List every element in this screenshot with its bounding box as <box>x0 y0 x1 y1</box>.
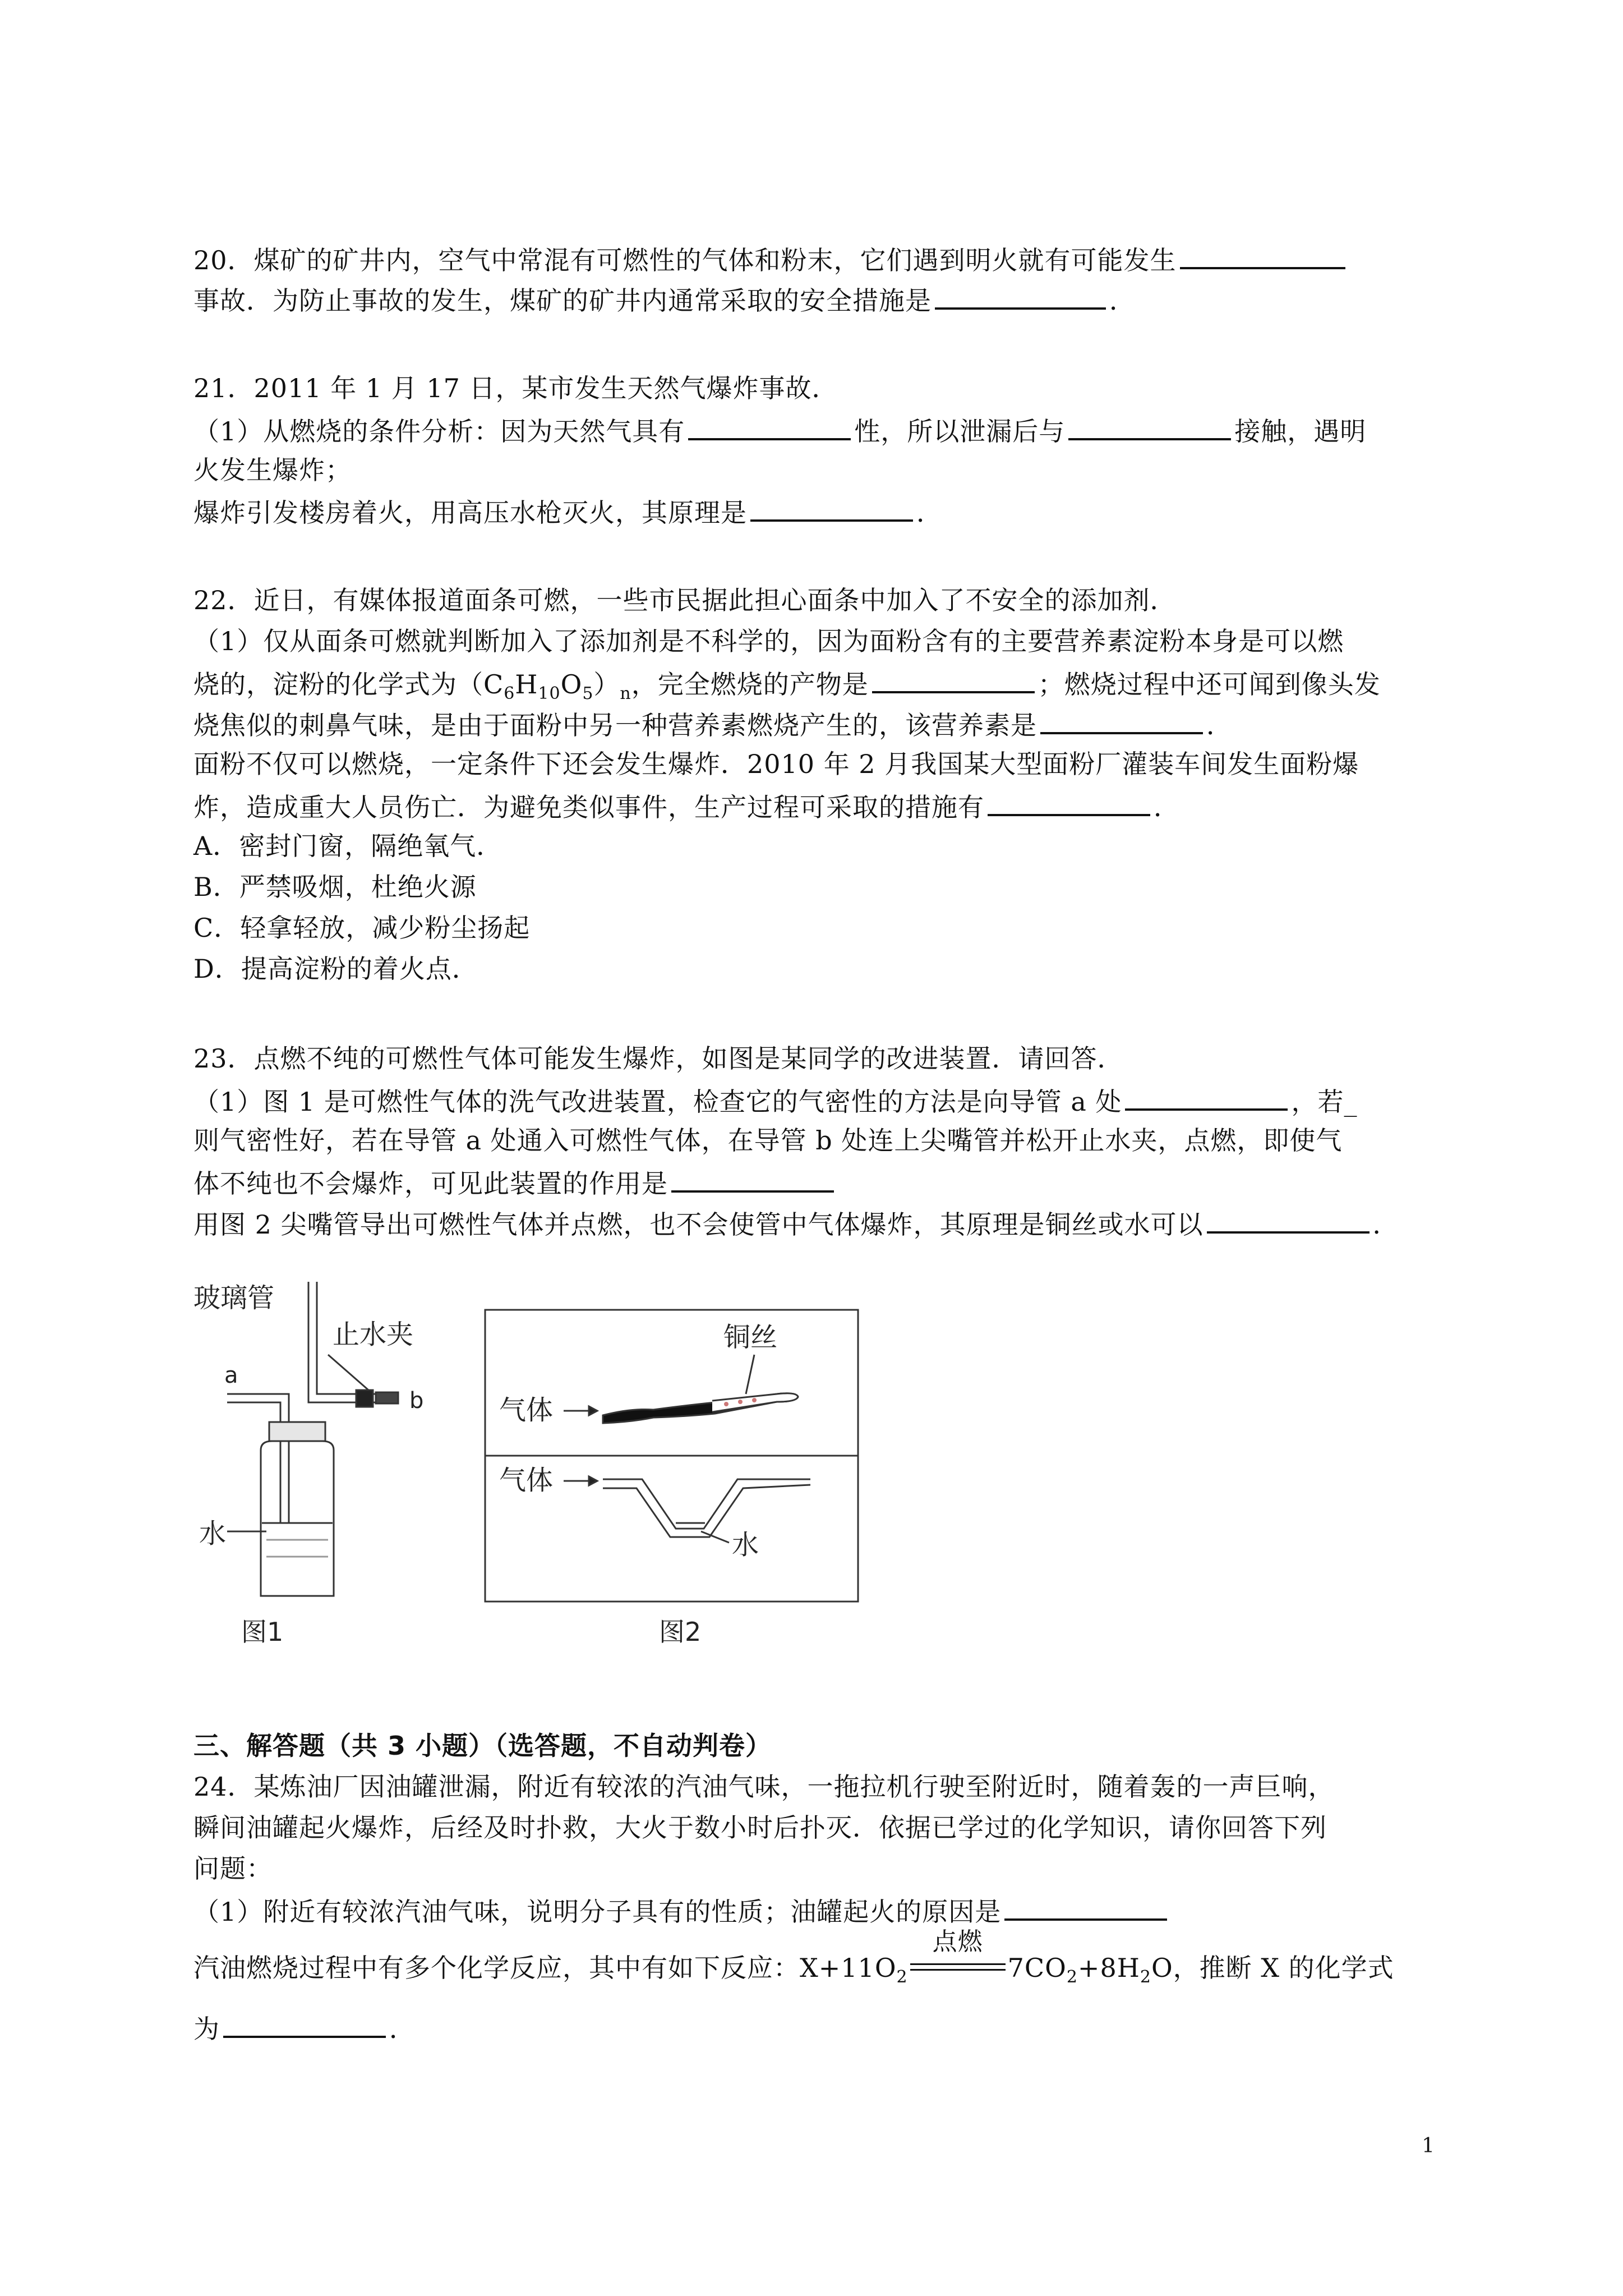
q24-line-2 <box>193 1811 1327 1844</box>
q23-line-4 <box>193 1165 837 1200</box>
q21-text-2b: 性，所以泄漏后与 <box>854 416 1066 447</box>
q22-period-2: ． <box>1154 792 1180 822</box>
q22-text-o: O <box>560 669 583 700</box>
gas-arrowhead-top <box>589 1406 597 1415</box>
q24-text-5b: 7CO <box>1007 1953 1067 1983</box>
q20-text-1: 20．煤矿的矿井内，空气中常混有可燃性的气体和粉末，它们遇到明火就有可能发生 <box>193 245 1177 275</box>
q22-option-d-text: D．提高淀粉的着火点． <box>193 954 478 984</box>
reaction-line-1 <box>910 1963 1006 1965</box>
copper-pointer <box>746 1355 754 1394</box>
q24-text-2: 瞬间油罐起火爆炸，后经及时扑救，大火于数小时后扑灭．依据已学过的化学知识，请你回答下列 <box>193 1812 1327 1843</box>
water-label-2: 水 <box>732 1529 759 1561</box>
gas-arrowhead-bottom <box>589 1476 597 1485</box>
q21-line-3 <box>193 453 352 487</box>
q21-blank-2[interactable] <box>1068 412 1231 440</box>
q24-line-3 <box>193 1852 273 1885</box>
q23-text-2b: ，若_ <box>1291 1087 1358 1117</box>
q22-option-a-text: A．密封门窗，隔绝氧气． <box>193 831 503 861</box>
q22-option-b-text: B．严禁吸烟，杜绝火源 <box>193 872 477 902</box>
figure-2 <box>485 1310 858 1647</box>
gas-label-top: 气体 <box>499 1395 554 1426</box>
gas-label-bottom: 气体 <box>499 1465 554 1496</box>
q22-option-c[interactable] <box>193 911 530 945</box>
q23-line-2 <box>193 1083 1357 1119</box>
q22-stem: 22．近日，有媒体报道面条可燃，一些市民据此担心面条中加入了不安全的添加剂． <box>193 585 1177 615</box>
copper-wire-1 <box>724 1402 728 1406</box>
q22-text-4: 烧焦似的刺鼻气味，是由于面粉中另一种营养素燃烧产生的，该营养素是 <box>193 710 1037 740</box>
q21-text-4: 爆炸引发楼房着火，用高压水枪灭火，其原理是 <box>193 498 747 528</box>
q22-option-a[interactable] <box>193 829 502 863</box>
q24-text-3: 问题： <box>193 1853 273 1884</box>
q22-blank-3[interactable] <box>988 788 1150 816</box>
q22-line-1 <box>193 583 1177 617</box>
reaction-condition <box>910 1927 1006 1977</box>
q24-sub-h2: 2 <box>1140 1967 1151 1987</box>
q21-text-3: 火发生爆炸； <box>193 455 352 485</box>
q22-option-d[interactable] <box>193 952 478 986</box>
q24-text-6: 为 <box>193 2014 220 2044</box>
clamp-pointer <box>328 1355 373 1394</box>
q22-option-b[interactable] <box>193 870 477 904</box>
copper-wire-2 <box>738 1400 743 1404</box>
q21-line-4 <box>193 494 943 530</box>
q22-line-3 <box>193 665 1381 711</box>
q22-text-6: 炸，造成重大人员伤亡．为避免类似事件，生产过程可采取的措施有 <box>193 792 984 822</box>
q24-text-4: （1）附近有较浓汽油气味，说明分子具有的性质；油罐起火的原因是 <box>193 1897 1002 1927</box>
q23-line-3 <box>193 1124 1342 1157</box>
q23-stem: 23．点燃不纯的可燃性气体可能发生爆炸，如图是某同学的改进装置．请回答． <box>193 1043 1124 1074</box>
tube-a-inner <box>227 1402 280 1523</box>
q23-text-2a: （1）图 1 是可燃性气体的洗气改进装置，检查它的气密性的方法是向导管 a 处 <box>193 1087 1122 1117</box>
q22-sub-n: n <box>620 684 631 704</box>
q21-stem: 21．2011 年 1 月 17 日，某市发生天然气爆炸事故． <box>193 373 838 403</box>
q22-sub-10: 10 <box>538 684 561 704</box>
q20-blank-1[interactable] <box>1180 241 1345 269</box>
q24-text-5a: 汽油燃烧过程中有多个化学反应，其中有如下反应：X+11O <box>193 1953 897 1983</box>
clamp-handle <box>376 1392 398 1404</box>
q23-text-5: 用图 2 尖嘴管导出可燃性气体并点燃，也不会使管中气体爆炸，其原理是铜丝或水可以 <box>193 1209 1204 1240</box>
tube-b-label: b <box>409 1388 424 1414</box>
q23-text-4: 体不纯也不会爆炸，可见此装置的作用是 <box>193 1168 668 1199</box>
q20-blank-2[interactable] <box>935 282 1106 310</box>
q23-blank-3[interactable] <box>1207 1205 1370 1234</box>
q20-period: ． <box>1109 286 1136 316</box>
q22-text-5: 面粉不仅可以燃烧，一定条件下还会发生爆炸．2010 年 2 月我国某大型面粉厂灌装车间发生面粉爆 <box>193 749 1359 779</box>
q20-text-2: 事故．为防止事故的发生，煤矿的矿井内通常采取的安全措施是 <box>193 286 932 316</box>
q22-text-h: H <box>515 669 538 700</box>
q23-text-3: 则气密性好，若在导管 a 处通入可燃性气体，在导管 b 处连上尖嘴管并松开止水夹，点燃，即使气 <box>193 1125 1343 1156</box>
q22-line-4 <box>193 706 1233 742</box>
page-number: 1 <box>1422 2134 1435 2157</box>
q21-line-1 <box>193 371 838 405</box>
q21-text-2c: 接触，遇明 <box>1234 416 1367 447</box>
figure-2-caption: 图2 <box>659 1617 702 1647</box>
q24-line-5 <box>193 1927 1394 1994</box>
q24-sub-o2: 2 <box>896 1967 908 1987</box>
q22-line-6 <box>193 788 1180 824</box>
q22-line-2 <box>193 624 1344 658</box>
q22-option-c-text: C．轻拿轻放，减少粉尘扬起 <box>193 913 531 943</box>
water-clamp <box>356 1390 373 1407</box>
q22-text-3a: 烧的，淀粉的化学式为（C <box>193 669 504 700</box>
q22-period-1: ． <box>1206 710 1233 740</box>
q21-blank-3[interactable] <box>750 494 913 522</box>
figure-1 <box>193 1282 423 1647</box>
q24-blank-1[interactable] <box>1004 1893 1167 1921</box>
clamp-label: 止水夹 <box>333 1319 414 1350</box>
section-3-title <box>193 1729 772 1763</box>
section-3-title-text: 三、解答题（共 3 小题）（选答题，不自动判卷） <box>193 1731 772 1761</box>
q22-text-paren: ） <box>593 669 620 700</box>
apparatus-figure <box>193 1282 923 1663</box>
q22-text-2: （1）仅从面条可燃就判断加入了添加剂是不科学的，因为面粉含有的主要营养素淀粉本身是可以燃 <box>193 626 1344 656</box>
q24-text-5d: O，推断 X 的化学式 <box>1151 1953 1394 1983</box>
q22-blank-1[interactable] <box>872 665 1035 693</box>
glass-tube-label: 玻璃管 <box>193 1282 275 1314</box>
q21-text-2a: （1）从燃烧的条件分析：因为天然气具有 <box>193 416 685 447</box>
q24-sub-co2: 2 <box>1066 1967 1078 1987</box>
q23-line-5 <box>193 1205 1399 1241</box>
q20-line-1 <box>193 241 1349 277</box>
q22-sub-6: 6 <box>504 684 515 704</box>
q24-line-4 <box>193 1893 1170 1929</box>
q23-blank-2[interactable] <box>671 1165 834 1193</box>
apparatus-svg <box>193 1282 923 1663</box>
q23-period: ． <box>1372 1209 1399 1240</box>
q22-text-3e: ；燃烧过程中还可闻到像头发 <box>1038 669 1381 700</box>
q24-line-1 <box>193 1770 1335 1803</box>
reaction-condition-text: 点燃 <box>932 1927 983 1956</box>
figure-1-caption: 图1 <box>241 1617 284 1647</box>
q23-blank-1[interactable] <box>1125 1083 1288 1111</box>
q21-blank-1[interactable] <box>688 412 851 440</box>
q22-text-3d: ，完全燃烧的产物是 <box>631 669 869 700</box>
q24-text-5c: +8H <box>1077 1953 1140 1983</box>
q22-sub-5: 5 <box>582 684 594 704</box>
q24-period: ． <box>389 2014 416 2044</box>
q24-line-6 <box>193 2010 416 2046</box>
bottle-stopper <box>269 1422 325 1441</box>
copper-wire-3 <box>752 1398 757 1402</box>
wash-bottle <box>261 1441 334 1596</box>
u-tube-inner <box>603 1485 810 1537</box>
copper-label: 铜丝 <box>723 1322 778 1353</box>
q24-blank-2[interactable] <box>223 2010 386 2038</box>
q22-blank-2[interactable] <box>1040 706 1203 734</box>
q21-period: ． <box>916 498 943 528</box>
q23-line-1 <box>193 1042 1124 1075</box>
q20-line-2 <box>193 282 1136 318</box>
q21-line-2 <box>193 412 1366 448</box>
water-label-1: 水 <box>199 1518 227 1549</box>
tube-a-label: a <box>224 1363 238 1388</box>
reaction-line-2 <box>910 1969 1006 1971</box>
q24-text-1: 24．某炼油厂因油罐泄漏，附近有较浓的汽油气味，一拖拉机行驶至附近时，随着轰的一声巨响， <box>193 1772 1335 1802</box>
q22-line-5 <box>193 747 1359 781</box>
